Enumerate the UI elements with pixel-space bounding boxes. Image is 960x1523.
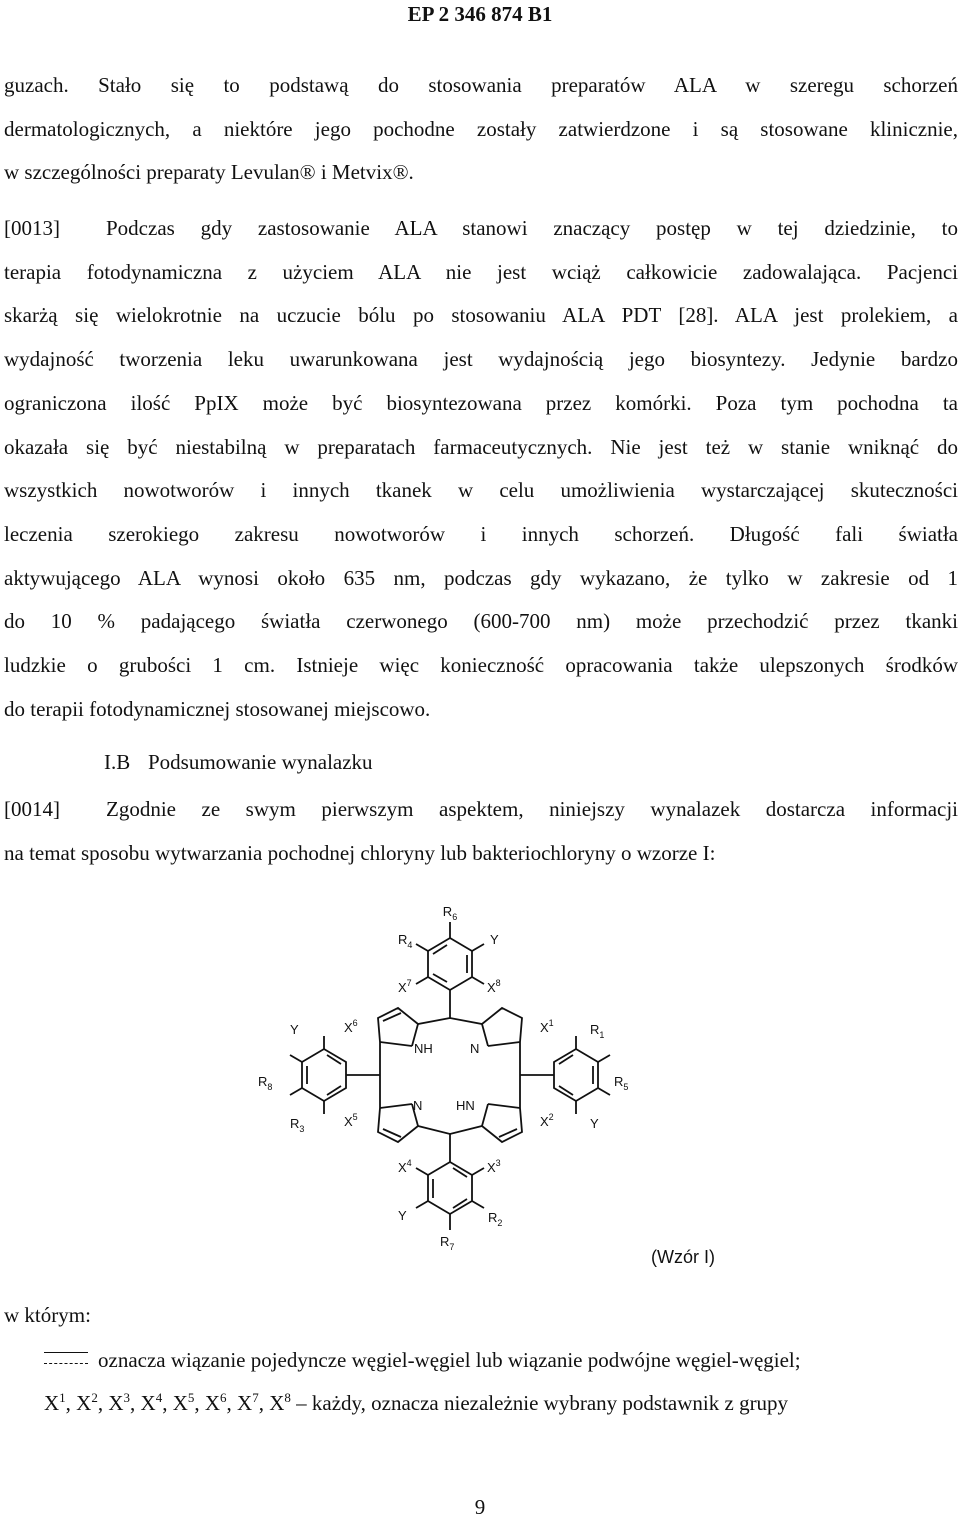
atom-label: $R_1$ [590, 1022, 605, 1040]
atom-label: Y [398, 1208, 407, 1223]
chemical-structure-formula-i [240, 900, 660, 1260]
x-symbol: X [269, 1391, 285, 1415]
text-line: okazała się być niestabilną w preparatach farmaceutycznych. Nie jest też w stanie wniknąć do [4, 434, 958, 459]
page-number: 9 [474, 1495, 486, 1519]
bond-lines [290, 922, 610, 1230]
text-line: wydajność tworzenia leku uwarunkowana jest wydajnością jego biosyntezy. Jedynie bardzo [4, 347, 958, 372]
text-line: Zgodnie ze swym pierwszym aspektem, niniejszy wynalazek dostarcza informacji [106, 797, 958, 821]
where-label: w którym: [4, 1303, 91, 1327]
text-line: do 10 % padającego światła czerwonego (600-700 nm) może przechodzić przez tkanki [4, 609, 958, 634]
superscript: 6 [220, 1390, 227, 1405]
atom-label: $X^4$ [398, 1158, 412, 1175]
superscript: 7 [252, 1390, 259, 1405]
separator: , [226, 1391, 232, 1415]
x-symbol: X [76, 1391, 92, 1415]
superscript: 8 [284, 1390, 291, 1405]
x-symbol: X [108, 1391, 124, 1415]
atom-label: $X^6$ [344, 1018, 358, 1035]
text-line: ograniczona ilość PpIX może być biosyntezowana przez komórki. Poza tym pochodna ta [4, 390, 958, 415]
atom-label: $R_5$ [614, 1074, 629, 1092]
superscript: 3 [123, 1390, 131, 1405]
formula-label: (Wzór I) [651, 1247, 715, 1267]
atom-label: Y [290, 1022, 299, 1037]
superscript: 1 [59, 1390, 66, 1405]
atom-label: N [413, 1098, 423, 1113]
paragraph-number: [0013] [4, 216, 60, 240]
text-line: guzach. Stało się to podstawą do stosowania preparatów ALA w szeregu schorzeń [4, 73, 958, 97]
text-line: na temat sposobu wytwarzania pochodnej chloryny lub bakteriochloryny o wzorze I: [4, 840, 716, 865]
atom-label: $R_6$ [442, 904, 458, 922]
atom-label: NH [414, 1041, 433, 1056]
text-line: Podczas gdy zastosowanie ALA stanowi znaczący postęp w tej dziedzinie, to [106, 216, 958, 240]
superscript: 5 [187, 1390, 195, 1405]
text-line: dermatologicznych, a niektóre jego pochodne zostały zatwierdzone i są stosowane klinicznie, [4, 116, 958, 141]
text-line: w szczególności preparaty Levulan® i Metvix®. [4, 160, 414, 185]
text-line [4, 207, 958, 251]
text-line: do terapii fotodynamicznej stosowanej miejscowo. [4, 696, 431, 721]
text-line: skarżą się wielokrotnie na uczucie bólu po stosowaniu ALA PDT [28]. ALA jest prolekiem, a [4, 303, 958, 328]
superscript: 4 [155, 1390, 163, 1405]
section-heading [104, 750, 373, 775]
atom-label: $X^2$ [540, 1112, 554, 1129]
paragraph-continuation [4, 64, 958, 195]
separator: , [130, 1391, 136, 1415]
atom-label: $R_4$ [398, 932, 413, 950]
atom-label: Y [590, 1116, 599, 1131]
x-symbol: X [237, 1391, 253, 1415]
atom-label: $R_2$ [488, 1210, 503, 1228]
separator: , [258, 1391, 264, 1415]
atom-label: N [470, 1041, 480, 1056]
atom-label: $R_8$ [258, 1074, 273, 1092]
atom-label: HN [456, 1098, 475, 1113]
text-line: wszystkich nowotworów i innych tkanek w celu umożliwienia wystarczającej skuteczności [4, 478, 958, 503]
atom-label: $X^5$ [344, 1112, 358, 1129]
text-line [4, 788, 958, 832]
text-line: leczenia szerokiego zakresu nowotworów i innych schorzeń. Długość fali światła [4, 521, 958, 546]
atom-label: $X^3$ [487, 1158, 501, 1175]
atom-label: $X^1$ [540, 1018, 554, 1035]
bond-definition: oznacza wiązanie pojedyncze węgiel-węgiel lub wiązanie podwójne węgiel-węgiel; [98, 1348, 801, 1372]
atom-labels [258, 904, 628, 1252]
superscript: 2 [91, 1390, 98, 1405]
section-number: I.B [104, 750, 131, 774]
atom-label: $X^8$ [487, 978, 501, 995]
x-definition-text: – każdy, oznacza niezależnie wybrany podstawnik z grupy [296, 1391, 789, 1415]
x-symbol: X [44, 1391, 60, 1415]
atom-label: Y [490, 932, 499, 947]
atom-label: $X^7$ [398, 978, 412, 995]
porphyrin-structure-drawing [240, 900, 660, 1260]
separator: , [194, 1391, 200, 1415]
separator: , [65, 1391, 71, 1415]
text-line: terapia fotodynamiczna z użyciem ALA nie jest wciąż całkowicie zadowalająca. Pacjenci [4, 259, 958, 284]
section-title: Podsumowanie wynalazku [148, 750, 373, 774]
x-symbol: X [204, 1391, 221, 1415]
atom-label: $R_3$ [290, 1116, 305, 1134]
separator: , [97, 1391, 104, 1415]
x-symbol: X [172, 1391, 188, 1415]
patent-number-header: EP 2 346 874 B1 [407, 2, 553, 26]
x-substituent-definition [44, 1390, 788, 1416]
separator: , [162, 1391, 168, 1415]
paragraph-0013 [4, 207, 958, 731]
text-line: aktywującego ALA wynosi około 635 nm, podczas gdy wykazano, że tylko w zakresie od 1 [4, 565, 958, 590]
text-line: ludzkie o grubości 1 cm. Istnieje więc konieczność opracowania także ulepszonych środków [4, 653, 958, 678]
atom-label: $R_7$ [440, 1234, 455, 1252]
x-symbol: X [140, 1391, 156, 1415]
bond-symbol-icon [44, 1346, 88, 1374]
paragraph-number: [0014] [4, 797, 60, 821]
paragraph-0014 [4, 788, 958, 875]
